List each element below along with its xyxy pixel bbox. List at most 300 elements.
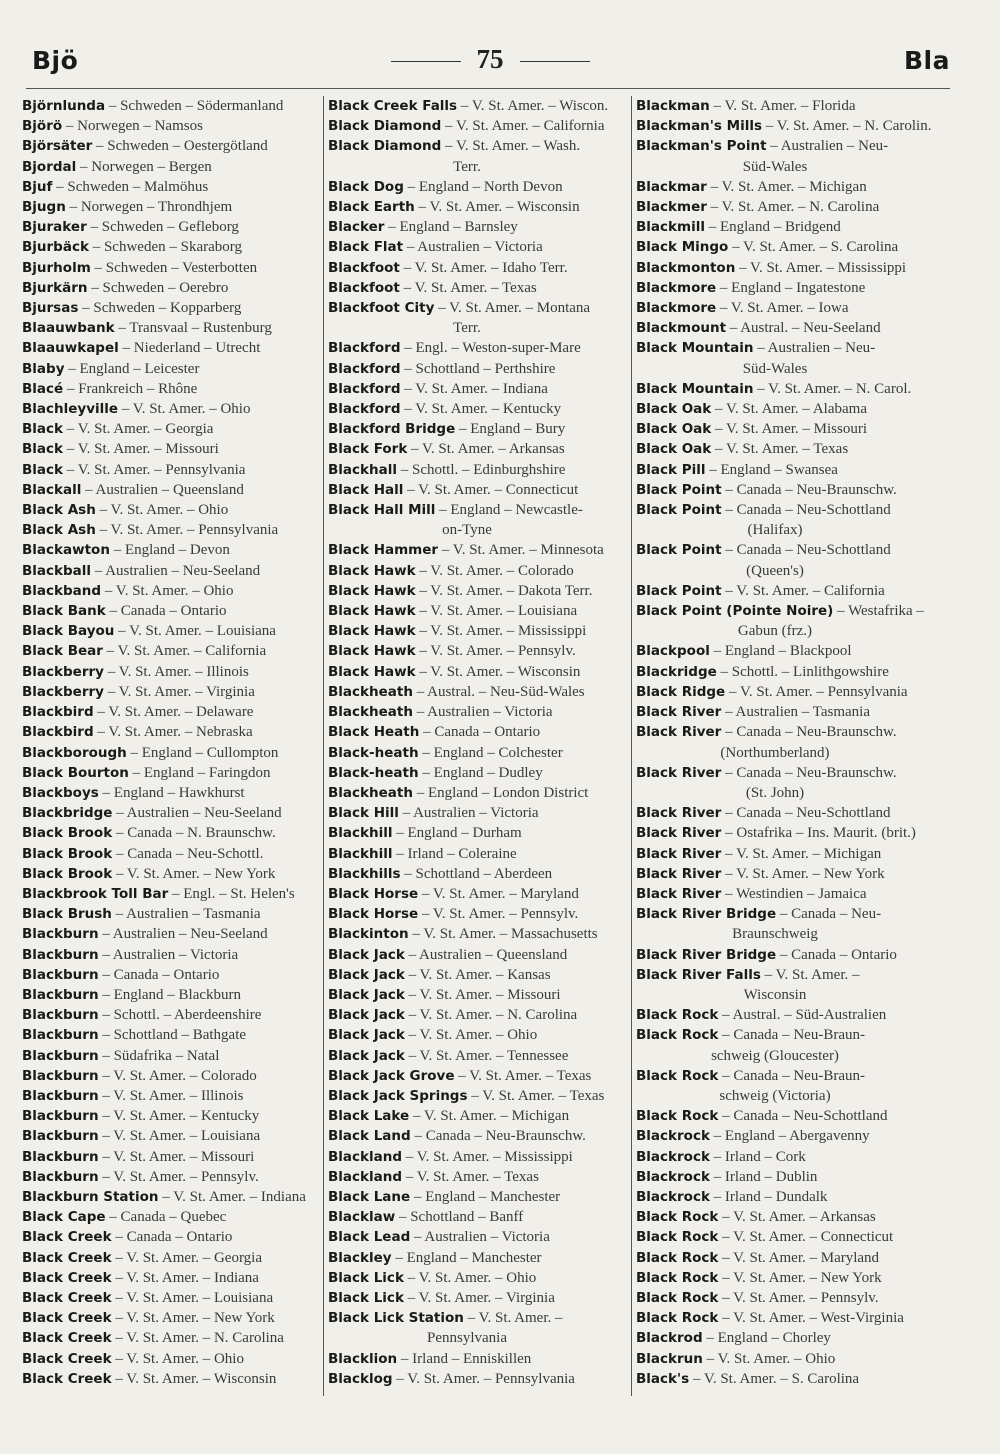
entry-location: – Irland – Cork xyxy=(713,1148,806,1165)
entry-location: – Canada – Ontario xyxy=(779,946,897,963)
gazetteer-entry xyxy=(328,904,630,924)
entry-location: – Südafrika – Natal xyxy=(102,1047,220,1064)
gazetteer-entry xyxy=(328,864,630,884)
gazetteer-entry xyxy=(636,1147,938,1167)
entry-headword: Black Heath xyxy=(328,724,420,741)
entry-headword: Black Hammer xyxy=(328,542,439,559)
entry-headword: Blackmer xyxy=(636,199,707,216)
entry-location: – V. St. Amer. – Virginia xyxy=(407,1289,555,1306)
gazetteer-entry xyxy=(22,1187,320,1207)
entry-location: – V. St. Amer. – Dakota Terr. xyxy=(419,582,593,599)
gazetteer-entry xyxy=(22,1147,320,1167)
entry-headword: Blackfoot City xyxy=(328,300,435,317)
entry-headword: Black Lick xyxy=(328,1269,404,1286)
gazetteer-entry xyxy=(22,197,320,217)
entry-headword: Blacé xyxy=(22,380,64,397)
entry-headword: Black Rock xyxy=(636,1269,719,1286)
entry-headword: Black Rock xyxy=(636,1229,719,1246)
gazetteer-entry xyxy=(636,1248,938,1268)
entry-headword: Black's xyxy=(636,1370,690,1387)
entry-headword: Blackmore xyxy=(636,300,717,317)
gazetteer-entry xyxy=(636,1349,938,1369)
entry-location: – V. St. Amer. – Kentucky xyxy=(404,401,562,418)
gazetteer-entry xyxy=(328,803,630,823)
entry-location: – V. St. Amer. – Louisiana xyxy=(115,1289,274,1306)
entry-location: – V. St. Amer. – Illinois xyxy=(102,1087,244,1104)
entry-continuation: (Halifax) xyxy=(747,522,803,539)
entry-location: – Niederland – Utrecht xyxy=(122,340,261,357)
gazetteer-entry xyxy=(22,1126,320,1146)
entry-location: – V. St. Amer. – Maryland xyxy=(722,1249,880,1266)
gazetteer-entry xyxy=(328,561,630,581)
entry-headword: Blackburn xyxy=(22,1007,99,1024)
column-2 xyxy=(328,96,630,1406)
entry-headword: Black Fork xyxy=(328,441,408,458)
entry-headword: Blackberry xyxy=(22,683,104,700)
entry-headword: Black Mingo xyxy=(636,239,729,256)
gazetteer-entry xyxy=(22,722,320,742)
entry-location: – Canada – Ontario xyxy=(109,603,227,620)
entry-headword: Black Mountain xyxy=(636,340,754,357)
gazetteer-entry xyxy=(22,258,320,278)
entry-location: – Irland – Coleraine xyxy=(396,845,517,862)
entry-location: – V. St. Amer. – New York xyxy=(115,865,276,882)
entry-location: – Norwegen – Bergen xyxy=(80,158,212,175)
entry-location: – Austral. – Neu-Süd-Wales xyxy=(416,683,585,700)
gazetteer-entry xyxy=(22,359,320,379)
gazetteer-entry xyxy=(22,985,320,1005)
entry-location: – England – Colchester xyxy=(422,744,563,761)
entry-location: – Schweden – Malmöhus xyxy=(56,178,209,195)
entry-headword: Björsäter xyxy=(22,138,93,155)
entry-location: – Norwegen – Namsos xyxy=(65,118,203,135)
gazetteer-entry xyxy=(22,884,320,904)
entry-location: – England – Leicester xyxy=(68,360,200,377)
entry-location: – Australien – Neu- xyxy=(770,138,889,155)
entry-location: – Schottl. – Aberdeenshire xyxy=(102,1007,262,1024)
entry-location: – V. St. Amer. – Missouri xyxy=(408,986,561,1003)
entry-headword: Black Horse xyxy=(328,885,419,902)
gazetteer-entry xyxy=(22,1207,320,1227)
entry-location: – V. St. Amer. – Wash. xyxy=(445,138,581,155)
gazetteer-entry xyxy=(328,601,630,621)
entry-headword: Bjurbäck xyxy=(22,239,89,256)
entry-headword: Blackheath xyxy=(328,704,413,721)
entry-headword: Blackburn Station xyxy=(22,1188,159,1205)
entry-headword: Black Oak xyxy=(636,441,712,458)
entry-location: – V. St. Amer. – N. Carol. xyxy=(757,380,912,397)
entry-location: – V. St. Amer. – Pennsylv. xyxy=(722,1289,879,1306)
entry-headword: Blackfoot xyxy=(328,259,400,276)
gazetteer-entry xyxy=(22,1167,320,1187)
entry-location: – Schweden – Kopparberg xyxy=(82,300,242,317)
entry-location: – V. St. Amer. – Maryland xyxy=(421,885,579,902)
entry-headword: Black Rock xyxy=(636,1067,719,1084)
entry-headword: Black Land xyxy=(328,1128,411,1145)
gazetteer-entry xyxy=(328,1066,630,1086)
entry-headword: Bjurkärn xyxy=(22,279,88,296)
entry-location: – V. St. Amer. – N. Carolina xyxy=(408,1007,578,1024)
entry-location: – Canada – N. Braunschw. xyxy=(115,825,276,842)
gazetteer-entry xyxy=(22,1308,320,1328)
entry-location: – V. St. Amer. – Texas xyxy=(471,1087,605,1104)
entry-headword: Black Pill xyxy=(636,461,706,478)
gazetteer-entry xyxy=(328,237,630,257)
entry-headword: Black Hall xyxy=(328,481,404,498)
gazetteer-entry xyxy=(636,844,938,864)
gazetteer-entry xyxy=(636,864,938,884)
entry-headword: Blackinton xyxy=(328,926,409,943)
gazetteer-entry xyxy=(22,803,320,823)
gazetteer-entry xyxy=(328,1288,630,1308)
entry-location: – England – Dudley xyxy=(422,764,543,781)
entry-headword: Black Ash xyxy=(22,502,96,519)
entry-location: – V. St. Amer. – California xyxy=(725,582,885,599)
entry-headword: Blackrock xyxy=(636,1188,710,1205)
entry-location: – V. St. Amer. – Mississippi xyxy=(419,623,587,640)
column-divider-2 xyxy=(631,96,632,1396)
gazetteer-entry xyxy=(636,823,938,843)
entry-headword: Blachleyville xyxy=(22,401,119,418)
entry-continuation: Wisconsin xyxy=(743,986,807,1003)
entry-location: – Ostafrika – Ins. Maurit. (brit.) xyxy=(725,825,916,842)
entry-headword: Blackland xyxy=(328,1148,403,1165)
gazetteer-entry xyxy=(328,1308,630,1348)
gazetteer-entry xyxy=(328,1005,630,1025)
entry-headword: Black River Bridge xyxy=(636,906,777,923)
gazetteer-entry xyxy=(22,298,320,318)
entry-location: – V. St. Amer. – N. Carolin. xyxy=(765,118,932,135)
gazetteer-entry xyxy=(636,945,938,965)
entry-location: – V. St. Amer. – Texas xyxy=(458,1067,592,1084)
entry-headword: Black River Falls xyxy=(636,966,761,983)
entry-headword: Björö xyxy=(22,118,63,135)
gazetteer-entry xyxy=(22,520,320,540)
entry-location: – V. St. Amer. – Pennsylvania xyxy=(99,522,279,539)
entry-location: – V. St. Amer. – Florida xyxy=(713,98,856,114)
entry-location: – Schweden – Gefleborg xyxy=(90,219,239,236)
entry-headword: Blackhill xyxy=(328,845,393,862)
gazetteer-entry xyxy=(328,399,630,419)
entry-location: – Schweden – Oestergötland xyxy=(96,138,268,155)
entry-continuation: Süd-Wales xyxy=(742,158,808,175)
gazetteer-entry xyxy=(22,823,320,843)
entry-headword: Blackall xyxy=(22,481,82,498)
entry-headword: Blackridge xyxy=(636,663,717,680)
entry-location: – V. St. Amer. – Mississippi xyxy=(739,259,907,276)
entry-headword: Black Point (Pointe Noire) xyxy=(636,603,834,620)
entry-headword: Blackmore xyxy=(636,279,717,296)
gazetteer-entry xyxy=(22,641,320,661)
entry-headword: Blaauwkapel xyxy=(22,340,119,357)
gazetteer-entry xyxy=(636,197,938,217)
entry-headword: Black River xyxy=(636,885,722,902)
entry-location: – Schweden – Oerebro xyxy=(91,279,229,296)
entry-headword: Blacklaw xyxy=(328,1209,396,1226)
entry-headword: Black xyxy=(22,441,64,458)
entry-location: – V. St. Amer. – Ohio xyxy=(407,1269,537,1286)
entry-location: – V. St. Amer. – Mississippi xyxy=(405,1148,573,1165)
gazetteer-entry xyxy=(22,682,320,702)
entry-location: – England – Swansea xyxy=(709,461,838,478)
gazetteer-entry xyxy=(328,985,630,1005)
entry-headword: Blackhall xyxy=(328,461,397,478)
entry-continuation: schweig (Victoria) xyxy=(719,1087,831,1104)
entry-location: – Canada – Neu-Schottland xyxy=(725,805,891,822)
entry-location: – V. St. Amer. – Alabama xyxy=(715,401,867,418)
gazetteer-entry xyxy=(636,581,938,601)
entry-location: – England – Bury xyxy=(459,421,566,438)
entry-headword: Black Hall Mill xyxy=(328,502,436,519)
entry-location: – Irland – Dundalk xyxy=(713,1188,828,1205)
entry-headword: Blackburn xyxy=(22,1108,99,1125)
gazetteer-entry xyxy=(328,1106,630,1126)
entry-location: – V. St. Amer. – Colorado xyxy=(419,562,574,579)
entry-headword: Black Jack xyxy=(328,946,405,963)
entry-location: – V. St. Amer. – Wisconsin xyxy=(419,663,581,680)
entry-location: – V. St. Amer. – Indiana xyxy=(162,1188,306,1205)
entry-location: – V. St. Amer. – Tennessee xyxy=(408,1047,569,1064)
entry-location: – V. St. Amer. – Pennsylv. xyxy=(421,906,579,923)
entry-location: – Australien – Tasmania xyxy=(725,704,871,721)
entry-headword: Black Hawk xyxy=(328,603,416,620)
gazetteer-entry xyxy=(328,763,630,783)
gazetteer-entry xyxy=(22,844,320,864)
gazetteer-entry xyxy=(22,1248,320,1268)
entry-location: – Canada – Neu-Braun- xyxy=(722,1027,865,1044)
entry-headword: Black-heath xyxy=(328,744,419,761)
entry-location: – Australien – Victoria xyxy=(414,1229,550,1246)
entry-location: – V. St. Amer. – Colorado xyxy=(102,1067,257,1084)
gazetteer-entry xyxy=(22,237,320,257)
entry-location: – England – North Devon xyxy=(407,178,563,195)
gazetteer-entry xyxy=(22,338,320,358)
entry-continuation: Terr. xyxy=(453,320,481,337)
gazetteer-entry xyxy=(636,399,938,419)
entry-headword: Black Diamond xyxy=(328,138,442,155)
entry-headword: Black Creek Falls xyxy=(328,98,458,114)
entry-headword: Bjurholm xyxy=(22,259,91,276)
entry-location: – V. St. Amer. – California xyxy=(106,643,267,660)
gazetteer-entry xyxy=(328,540,630,560)
gazetteer-entry xyxy=(636,1268,938,1288)
gazetteer-entry xyxy=(328,480,630,500)
gazetteer-entry xyxy=(328,197,630,217)
gazetteer-entry xyxy=(636,96,938,116)
gazetteer-entry xyxy=(636,1328,938,1348)
entry-location: – Canada – Neu-Braunschw. xyxy=(725,724,897,741)
gazetteer-entry xyxy=(636,1308,938,1328)
entry-location: – England – Manchester xyxy=(413,1188,561,1205)
entry-location: – V. St. Amer. – Pennsylv. xyxy=(102,1168,259,1185)
gazetteer-entry xyxy=(328,500,630,540)
gazetteer-entry xyxy=(328,359,630,379)
entry-location: – V. St. Amer. – N. Carolina xyxy=(115,1330,284,1347)
gazetteer-entry xyxy=(22,177,320,197)
entry-headword: Black Brook xyxy=(22,825,113,842)
entry-headword: Blackford Bridge xyxy=(328,421,456,438)
entry-continuation: Terr. xyxy=(453,158,481,175)
entry-headword: Black Hill xyxy=(328,805,399,822)
entry-location: – Canada – Ontario xyxy=(115,1229,233,1246)
entry-location: – V. St. Amer. – Ohio xyxy=(706,1350,836,1367)
entry-headword: Blackford xyxy=(328,380,401,397)
gazetteer-entry xyxy=(22,1005,320,1025)
entry-headword: Black Earth xyxy=(328,199,415,216)
entry-location: – V. St. Amer. – Montana xyxy=(438,300,591,317)
gazetteer-entry xyxy=(328,682,630,702)
header-left-guideword: Bjö xyxy=(32,46,79,75)
entry-location: – V. St. Amer. – Pennsylvania xyxy=(728,683,908,700)
entry-headword: Blackman's Mills xyxy=(636,118,763,135)
entry-headword: Black River xyxy=(636,764,722,781)
entry-location: – V. St. Amer. – New York xyxy=(725,865,885,882)
entry-headword: Blackpool xyxy=(636,643,710,660)
gazetteer-entry xyxy=(22,561,320,581)
page-number-block xyxy=(30,44,950,75)
entry-location: – V. St. Amer. – Ohio xyxy=(408,1027,538,1044)
entry-headword: Black River xyxy=(636,845,722,862)
entry-location: – Schottland – Banff xyxy=(398,1209,524,1226)
entry-headword: Blackmonton xyxy=(636,259,736,276)
entry-headword: Black Creek xyxy=(22,1350,112,1367)
entry-location: – V. St. Amer. – Iowa xyxy=(719,300,849,317)
entry-location: – Canada – Neu-Braunschw. xyxy=(725,481,897,498)
entry-headword: Black Rock xyxy=(636,1027,719,1044)
entry-headword: Black Mountain xyxy=(636,380,754,397)
entry-headword: Black xyxy=(22,461,64,478)
gazetteer-entry xyxy=(22,662,320,682)
entry-location: – V. St. Amer. – California xyxy=(445,118,605,135)
gazetteer-entry xyxy=(328,1207,630,1227)
entry-location: – Canada – Neu-Schottland xyxy=(725,542,891,559)
entry-continuation: Braunschweig xyxy=(732,926,818,943)
entry-headword: Black River Bridge xyxy=(636,946,777,963)
entry-headword: Blackmill xyxy=(636,219,705,236)
entry-headword: Black Brook xyxy=(22,865,113,882)
entry-headword: Black Hawk xyxy=(328,562,416,579)
entry-headword: Blackburn xyxy=(22,1047,99,1064)
entry-location: – Canada – Neu-Schottland xyxy=(722,1108,888,1125)
entry-location: – England – Blackburn xyxy=(102,986,242,1003)
entry-location: – Transvaal – Rustenburg xyxy=(118,320,272,337)
entry-headword: Black Lake xyxy=(328,1108,410,1125)
entry-headword: Black Jack xyxy=(328,1027,405,1044)
gazetteer-entry xyxy=(328,662,630,682)
entry-headword: Black Lick xyxy=(328,1289,404,1306)
entry-location: – Canada – Neu-Schottl. xyxy=(115,845,264,862)
entry-location: – V. St. Amer. – New York xyxy=(722,1269,882,1286)
entry-headword: Black Hawk xyxy=(328,643,416,660)
gazetteer-entry xyxy=(22,601,320,621)
gazetteer-entry xyxy=(636,1106,938,1126)
entry-location: – Schottl. – Edinburghshire xyxy=(400,461,566,478)
gazetteer-entry xyxy=(22,116,320,136)
entry-location: – V. St. Amer. – Connecticut xyxy=(722,1229,894,1246)
gazetteer-entry xyxy=(328,844,630,864)
entry-headword: Blackford xyxy=(328,340,401,357)
gazetteer-entry xyxy=(636,601,938,641)
entry-location: – V. St. Amer. – Ohio xyxy=(115,1350,244,1367)
entry-headword: Blackford xyxy=(328,401,401,418)
entry-headword: Black Jack xyxy=(328,1047,405,1064)
gazetteer-entry xyxy=(328,1025,630,1045)
entry-headword: Black Lane xyxy=(328,1188,411,1205)
entry-headword: Black Point xyxy=(636,502,722,519)
entry-location: – V. St. Amer. – New York xyxy=(115,1310,275,1327)
gazetteer-entry xyxy=(636,500,938,540)
entry-location: – Schweden – Södermanland xyxy=(108,98,284,114)
entry-location: – V. St. Amer. – Michigan xyxy=(725,845,882,862)
gazetteer-entry xyxy=(328,258,630,278)
gazetteer-entry xyxy=(22,864,320,884)
entry-headword: Blackhill xyxy=(328,825,393,842)
entry-headword: Black Bourton xyxy=(22,764,129,781)
gazetteer-entry xyxy=(22,1046,320,1066)
gazetteer-entry xyxy=(328,419,630,439)
gazetteer-entry xyxy=(636,298,938,318)
entry-headword: Blaby xyxy=(22,360,65,377)
gazetteer-entry xyxy=(328,136,630,176)
gazetteer-entry xyxy=(636,460,938,480)
entry-headword: Black Brush xyxy=(22,906,112,923)
gazetteer-entry xyxy=(22,96,320,116)
gazetteer-entry xyxy=(636,278,938,298)
entry-headword: Black Bayou xyxy=(22,623,115,640)
entry-location: – England – Blackpool xyxy=(713,643,852,660)
gazetteer-entry xyxy=(328,1147,630,1167)
entry-headword: Blacklion xyxy=(328,1350,398,1367)
entry-headword: Black xyxy=(22,421,64,438)
gazetteer-entry xyxy=(22,904,320,924)
entry-headword: Black Lick Station xyxy=(328,1310,464,1327)
gazetteer-entry xyxy=(636,763,938,803)
entry-location: – V. St. Amer. – S. Carolina xyxy=(732,239,899,256)
gazetteer-entry xyxy=(636,1005,938,1025)
gazetteer-entry xyxy=(22,318,320,338)
gazetteer-entry xyxy=(328,338,630,358)
entry-headword: Bjuraker xyxy=(22,219,87,236)
gazetteer-entry xyxy=(328,965,630,985)
gazetteer-entry xyxy=(22,1349,320,1369)
entry-headword: Black Jack xyxy=(328,1007,405,1024)
gazetteer-entry xyxy=(636,379,938,399)
gazetteer-entry xyxy=(328,1046,630,1066)
entry-location: – V. St. Amer. – xyxy=(467,1310,563,1327)
entry-headword: Blackbridge xyxy=(22,805,113,822)
entry-headword: Black Oak xyxy=(636,401,712,418)
gazetteer-entry xyxy=(22,278,320,298)
entry-location: – Canada – Quebec xyxy=(109,1209,227,1226)
entry-location: – England – Ingatestone xyxy=(719,279,866,296)
entry-headword: Blackbird xyxy=(22,704,94,721)
entry-headword: Blackhills xyxy=(328,865,401,882)
gazetteer-entry xyxy=(636,1167,938,1187)
gazetteer-entry xyxy=(636,1025,938,1065)
entry-headword: Black Creek xyxy=(22,1249,112,1266)
entry-headword: Black Rock xyxy=(636,1209,719,1226)
entry-headword: Black River xyxy=(636,825,722,842)
page-header xyxy=(30,44,950,84)
gazetteer-entry xyxy=(22,157,320,177)
entry-location: – Australien – Tasmania xyxy=(115,906,261,923)
entry-headword: Blackburn xyxy=(22,1087,99,1104)
entry-location: – V. St. Amer. – Texas xyxy=(715,441,849,458)
entry-location: – V. St. Amer. – Kansas xyxy=(408,966,551,983)
gazetteer-entry xyxy=(636,682,938,702)
entry-location: – V. St. Amer. – Texas xyxy=(405,1168,539,1185)
gazetteer-entry xyxy=(22,763,320,783)
